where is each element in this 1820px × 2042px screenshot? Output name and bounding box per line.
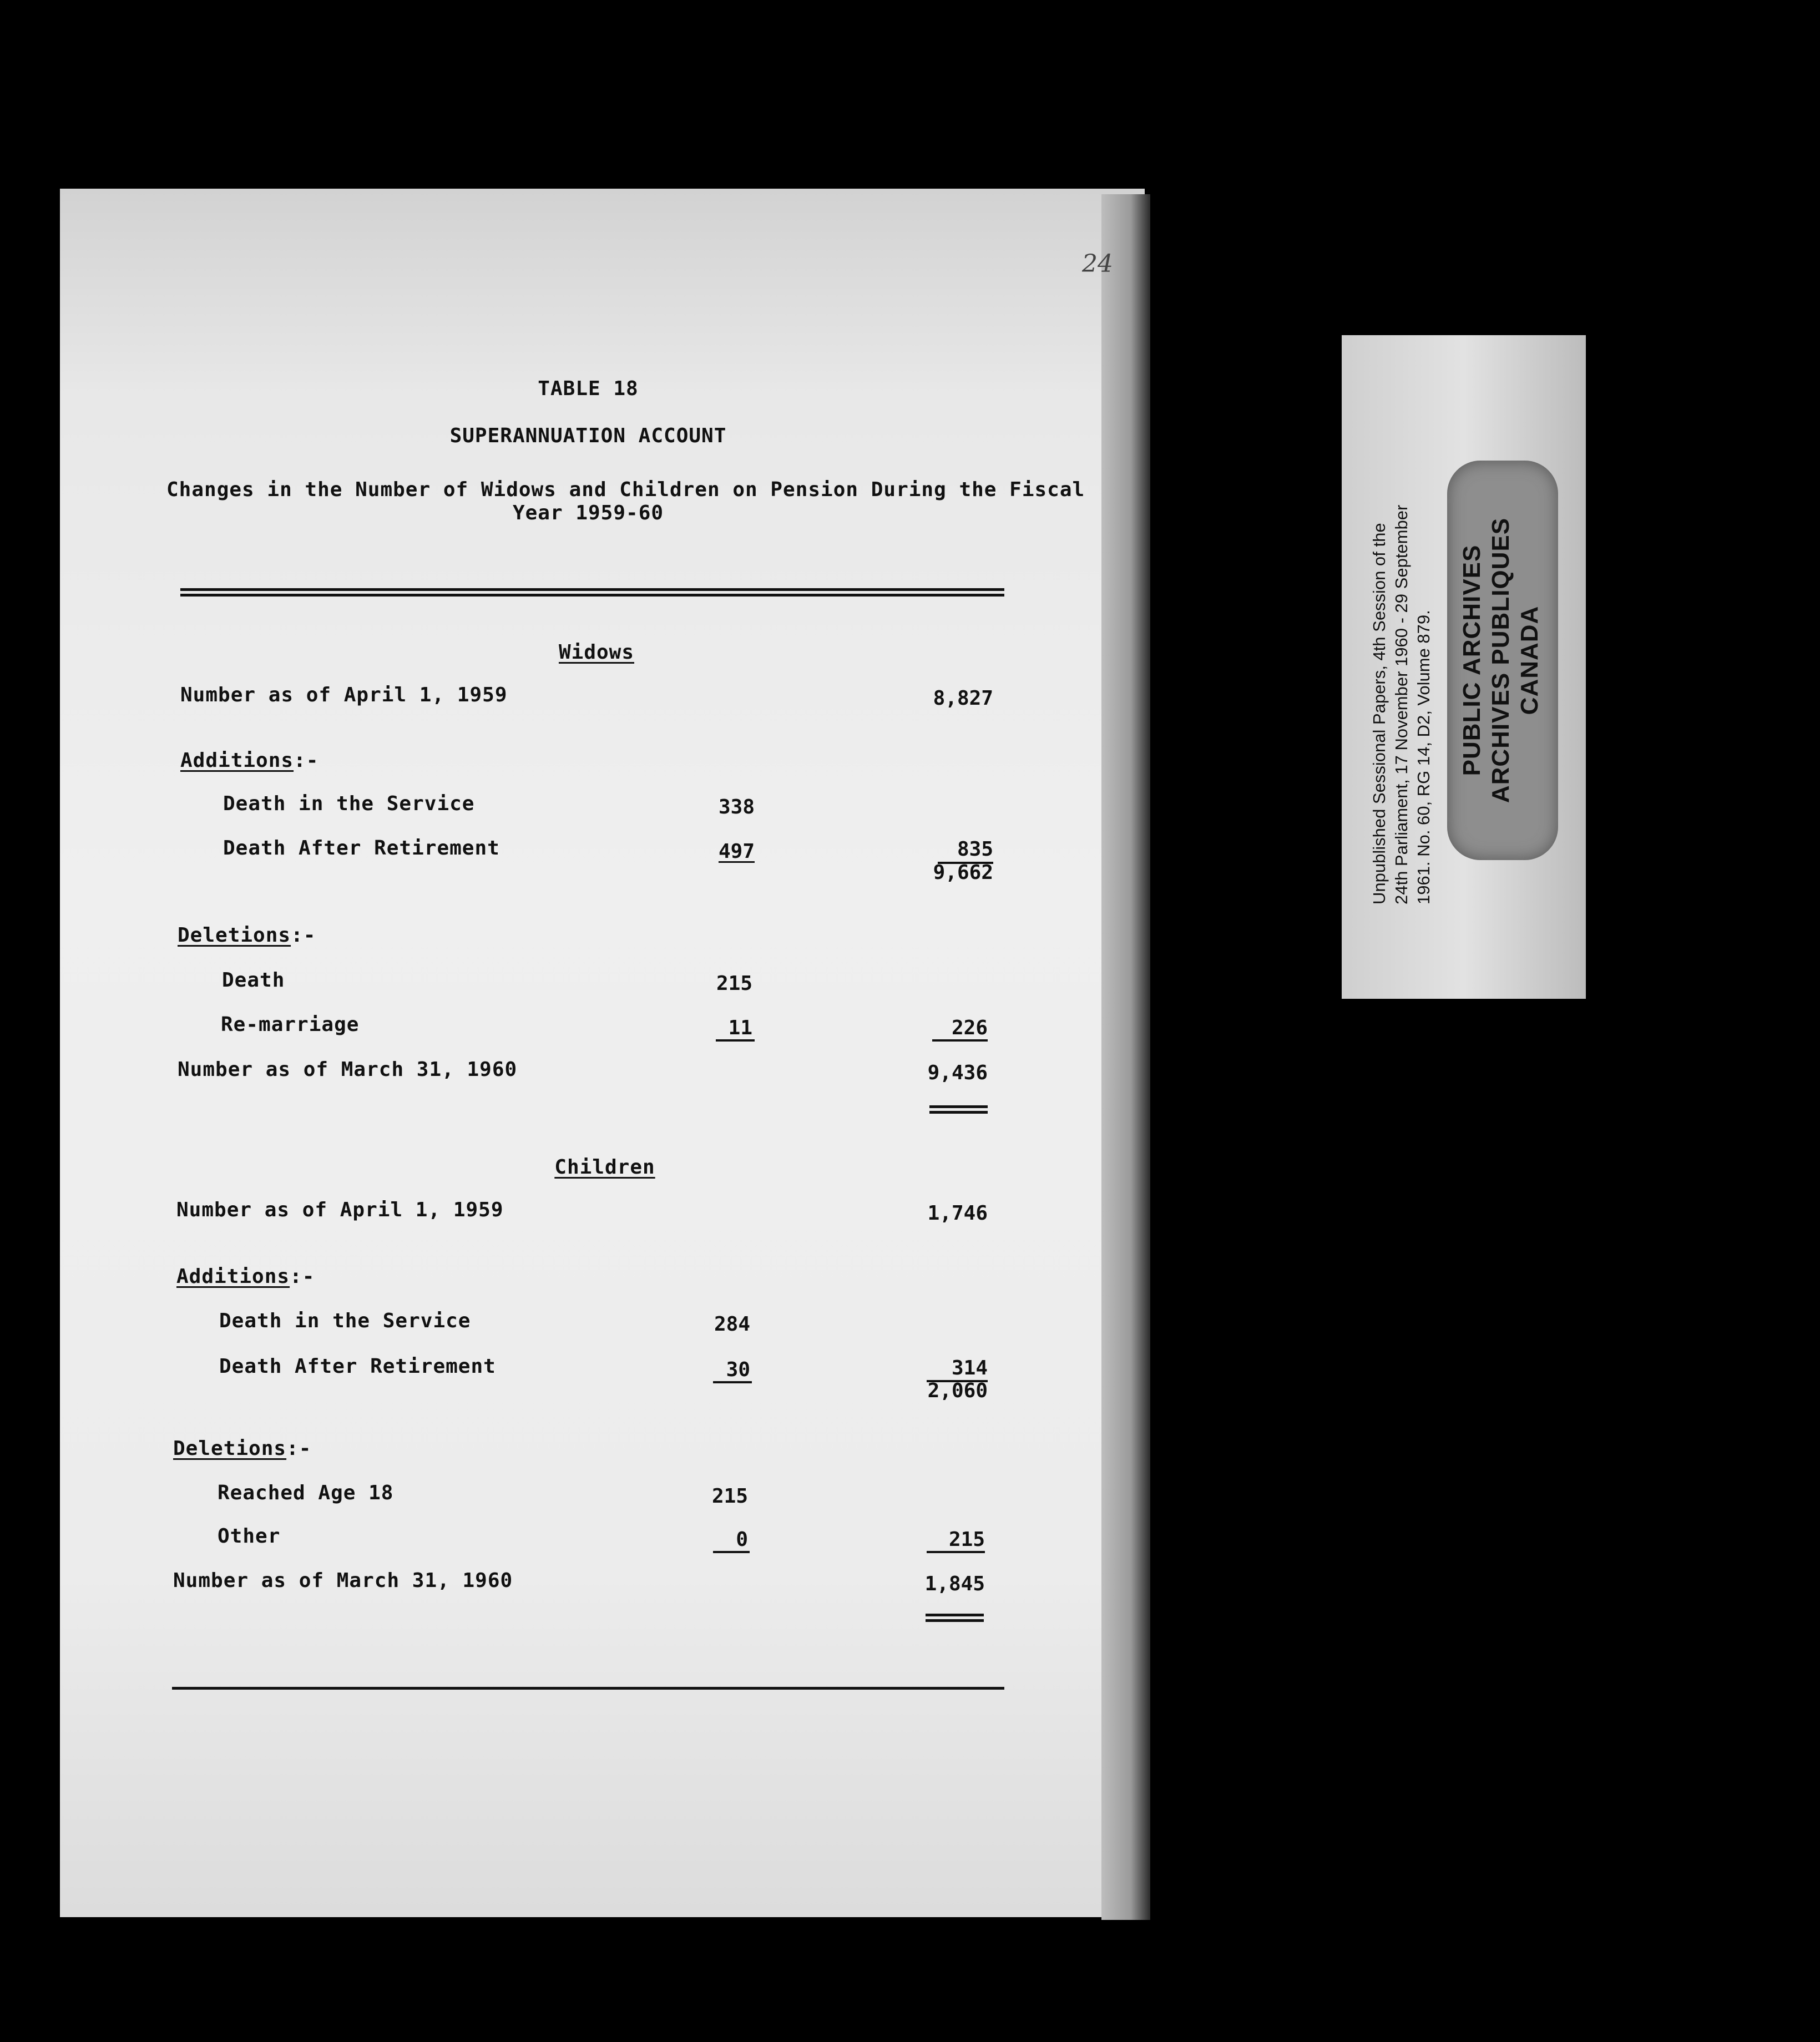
widows-deletions-heading: Deletions [178,924,291,947]
widows-subtotal: 9,662 [933,861,993,884]
widows-opening-label: Number as of April 1, 1959 [180,684,508,706]
table-title: TABLE 18 [538,377,639,400]
widows-deletions-total-underline [932,1039,988,1042]
children-closing-double-underline [926,1614,984,1622]
widows-deletions-suffix: :- [291,924,316,947]
archive-line-1: Unpublished Sessional Papers, 4th Session of the [1369,523,1389,904]
account-title: SUPERANNUATION ACCOUNT [449,424,727,447]
widows-closing-double-underline [929,1105,988,1114]
children-additions-total: 314 [951,1357,988,1379]
archive-label-card [1342,335,1586,999]
children-death-service-label: Death in the Service [219,1310,471,1332]
children-death-after-label: Death After Retirement [219,1355,496,1378]
children-age-value: 215 [711,1485,748,1508]
children-subtotal: 2,060 [927,1379,988,1402]
widows-death-service-label: Death in the Service [223,792,475,815]
widows-additions-total: 835 [957,838,993,861]
children-heading: Children [554,1156,655,1179]
widows-death-value: 215 [716,972,752,995]
widows-death-service-value: 338 [718,796,755,818]
caption-line-2: Year 1959-60 [512,502,664,524]
stamp-line-3: CANADA [1516,605,1543,715]
children-age-label: Reached Age 18 [218,1482,394,1504]
children-additions-heading: Additions [176,1265,290,1288]
widows-remarriage-value: 11 [728,1017,752,1039]
children-deletions-total: 215 [948,1528,985,1551]
children-deletions-suffix: :- [286,1437,312,1460]
widows-death-after-label: Death After Retirement [223,837,500,860]
stamp-line-2: ARCHIVES PUBLIQUES [1487,517,1514,803]
widows-closing-value: 9,436 [927,1062,988,1084]
children-other-value: 0 [736,1528,748,1551]
widows-additions-heading: Additions [180,749,294,772]
widows-opening-value: 8,827 [933,687,993,710]
widows-deletions-total: 226 [951,1017,988,1039]
widows-death-after-value: 497 [718,840,755,863]
document-page [60,189,1145,1917]
widows-remarriage-label: Re-marriage [221,1013,360,1036]
archive-line-3: 1961. No. 60, RG 14, D2, Volume 879. [1414,610,1433,904]
widows-remarriage-underline [716,1039,755,1042]
children-deletions-heading: Deletions [173,1437,287,1460]
handwritten-page-number: 24 [1082,250,1113,278]
children-closing-value: 1,845 [924,1573,985,1595]
children-other-label: Other [218,1525,281,1548]
archives-stamp [1447,461,1558,860]
children-deletions-total-underline [927,1551,985,1553]
widows-heading: Widows [558,641,635,664]
children-death-service-value: 284 [714,1313,750,1336]
caption-line-1: Changes in the Number of Widows and Children on Pension During the Fiscal [166,478,1085,501]
page-stack-edge [1101,194,1150,1920]
footer-rule [172,1687,1004,1690]
children-opening-label: Number as of April 1, 1959 [176,1199,504,1221]
header-double-rule [180,588,1004,597]
children-closing-label: Number as of March 31, 1960 [173,1569,513,1592]
widows-closing-label: Number as of March 31, 1960 [178,1058,518,1081]
children-opening-value: 1,746 [927,1202,988,1225]
children-other-underline [713,1551,750,1553]
children-additions-suffix: :- [290,1265,315,1288]
widows-death-label: Death [222,969,285,992]
children-death-after-value: 30 [726,1358,750,1381]
widows-additions-suffix: :- [294,749,319,772]
stamp-line-1: PUBLIC ARCHIVES [1458,544,1485,776]
archive-label-rotated [1342,335,1586,999]
archive-line-2: 24th Parliament, 17 November 1960 - 29 September [1392,504,1411,904]
children-death-after-underline [713,1381,752,1383]
